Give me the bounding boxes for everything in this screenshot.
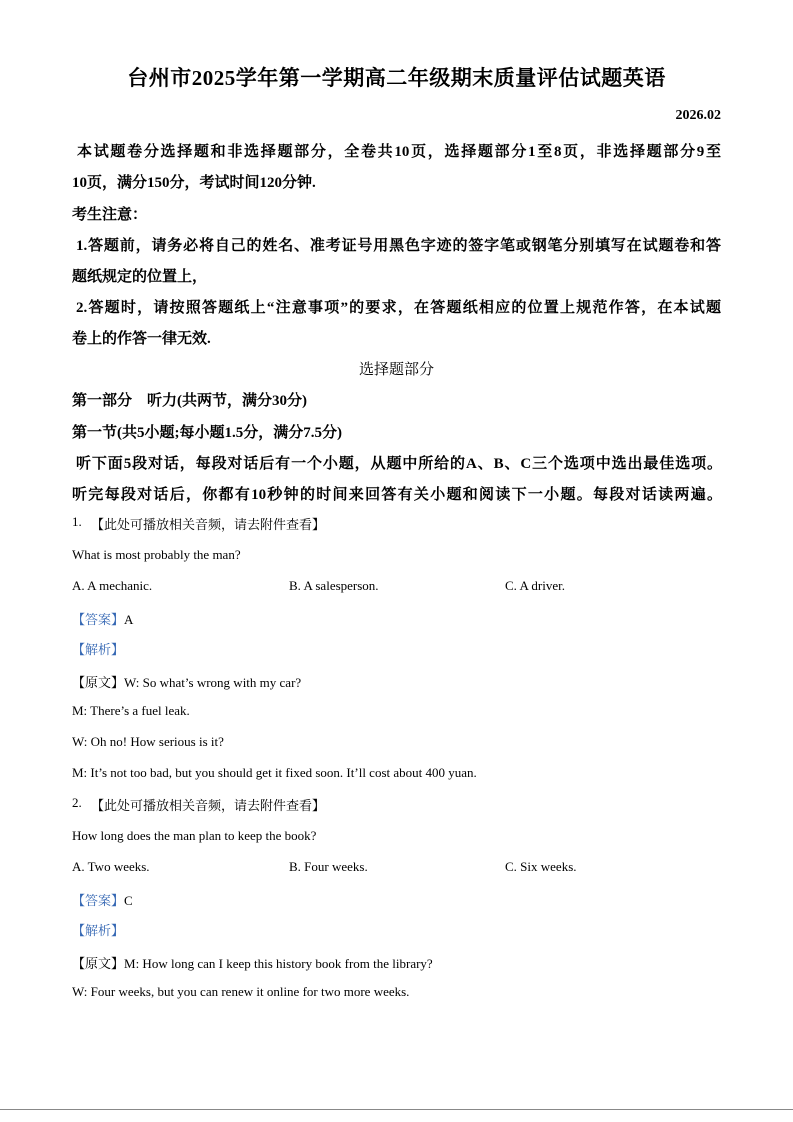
question-1-analysis-label: 【解析】 xyxy=(72,642,125,657)
question-2-transcript-line-2: W: Four weeks, but you can renew it online for two more weeks. xyxy=(72,984,410,999)
question-2-option-b: B. Four weeks. xyxy=(289,859,368,874)
document-title: 台州市2025学年第一学期高二年级期末质量评估试题英语 xyxy=(127,66,666,90)
exam-date: 2026.02 xyxy=(675,108,721,123)
part-1-title: 第一部分 听力(共两节，满分30分) xyxy=(72,393,307,409)
answer-label: 【答案】 xyxy=(72,893,125,908)
question-2-text: How long does the man plan to keep the book? xyxy=(72,828,317,843)
question-1-answer xyxy=(72,609,133,628)
original-label: 【原文】 xyxy=(72,956,125,971)
page-bottom-divider xyxy=(0,1109,793,1110)
question-2-answer xyxy=(72,890,133,909)
answer-label: 【答案】 xyxy=(72,612,125,627)
section-1-title: 第一节(共5小题;每小题1.5分，满分7.5分) xyxy=(72,425,342,441)
section-heading: 选择题部分 xyxy=(358,362,434,378)
answer-value: A xyxy=(124,612,134,627)
question-1-option-a: A. A mechanic. xyxy=(72,578,153,593)
notice-title: 考生注意： xyxy=(72,207,148,223)
question-1-number: 1. xyxy=(72,514,82,529)
question-2-analysis-label: 【解析】 xyxy=(72,923,125,938)
question-2-number: 2. xyxy=(72,795,82,810)
question-1-transcript-line-2: M: There’s a fuel leak. xyxy=(72,703,190,718)
notice-1-line-1: 1.答题前，请务必将自己的姓名、准考证号用黑色字迹的签字笔或钢笔分别填写在试题卷和答 xyxy=(76,238,721,254)
transcript-text: M: How long can I keep this history book from the library? xyxy=(124,956,433,971)
question-2-option-c: C. Six weeks. xyxy=(505,859,577,874)
question-1-text: What is most probably the man? xyxy=(72,547,241,562)
instruction-line-2: 听完每段对话后，你都有10秒钟的时间来回答有关小题和阅读下一小题。每段对话读两遍。 xyxy=(72,487,722,503)
question-1-option-b: B. A salesperson. xyxy=(289,578,379,593)
question-1-option-c: C. A driver. xyxy=(505,578,565,593)
intro-line-1: 本试题卷分选择题和非选择题部分，全卷共10页，选择题部分1至8页，非选择题部分9至 xyxy=(77,144,721,160)
question-1-transcript-line-3: W: Oh no! How serious is it? xyxy=(72,734,224,749)
intro-line-2: 10页，满分150分，考试时间120分钟. xyxy=(72,175,316,191)
original-label: 【原文】 xyxy=(72,675,125,690)
transcript-text: W: So what’s wrong with my car? xyxy=(124,675,302,690)
question-2-audio-placeholder: 【此处可播放相关音频，请去附件查看】 xyxy=(91,798,326,813)
answer-value: C xyxy=(124,893,133,908)
instruction-line-1: 听下面5段对话，每段对话后有一个小题，从题中所给的A、B、C三个选项中选出最佳选项。 xyxy=(76,456,722,472)
notice-1-line-2: 题纸规定的位置上， xyxy=(72,269,208,285)
question-2-transcript-line-1 xyxy=(72,953,433,972)
question-1-transcript-line-4: M: It’s not too bad, but you should get it fixed soon. It’ll cost about 400 yuan. xyxy=(72,765,477,780)
question-1-audio-placeholder: 【此处可播放相关音频，请去附件查看】 xyxy=(91,517,326,532)
notice-2-line-2: 卷上的作答一律无效. xyxy=(72,331,211,347)
notice-2-line-1: 2.答题时，请按照答题纸上“注意事项”的要求，在答题纸相应的位置上规范作答，在本试题 xyxy=(76,300,721,316)
question-2-option-a: A. Two weeks. xyxy=(72,859,150,874)
question-1-transcript-line-1 xyxy=(72,672,301,691)
